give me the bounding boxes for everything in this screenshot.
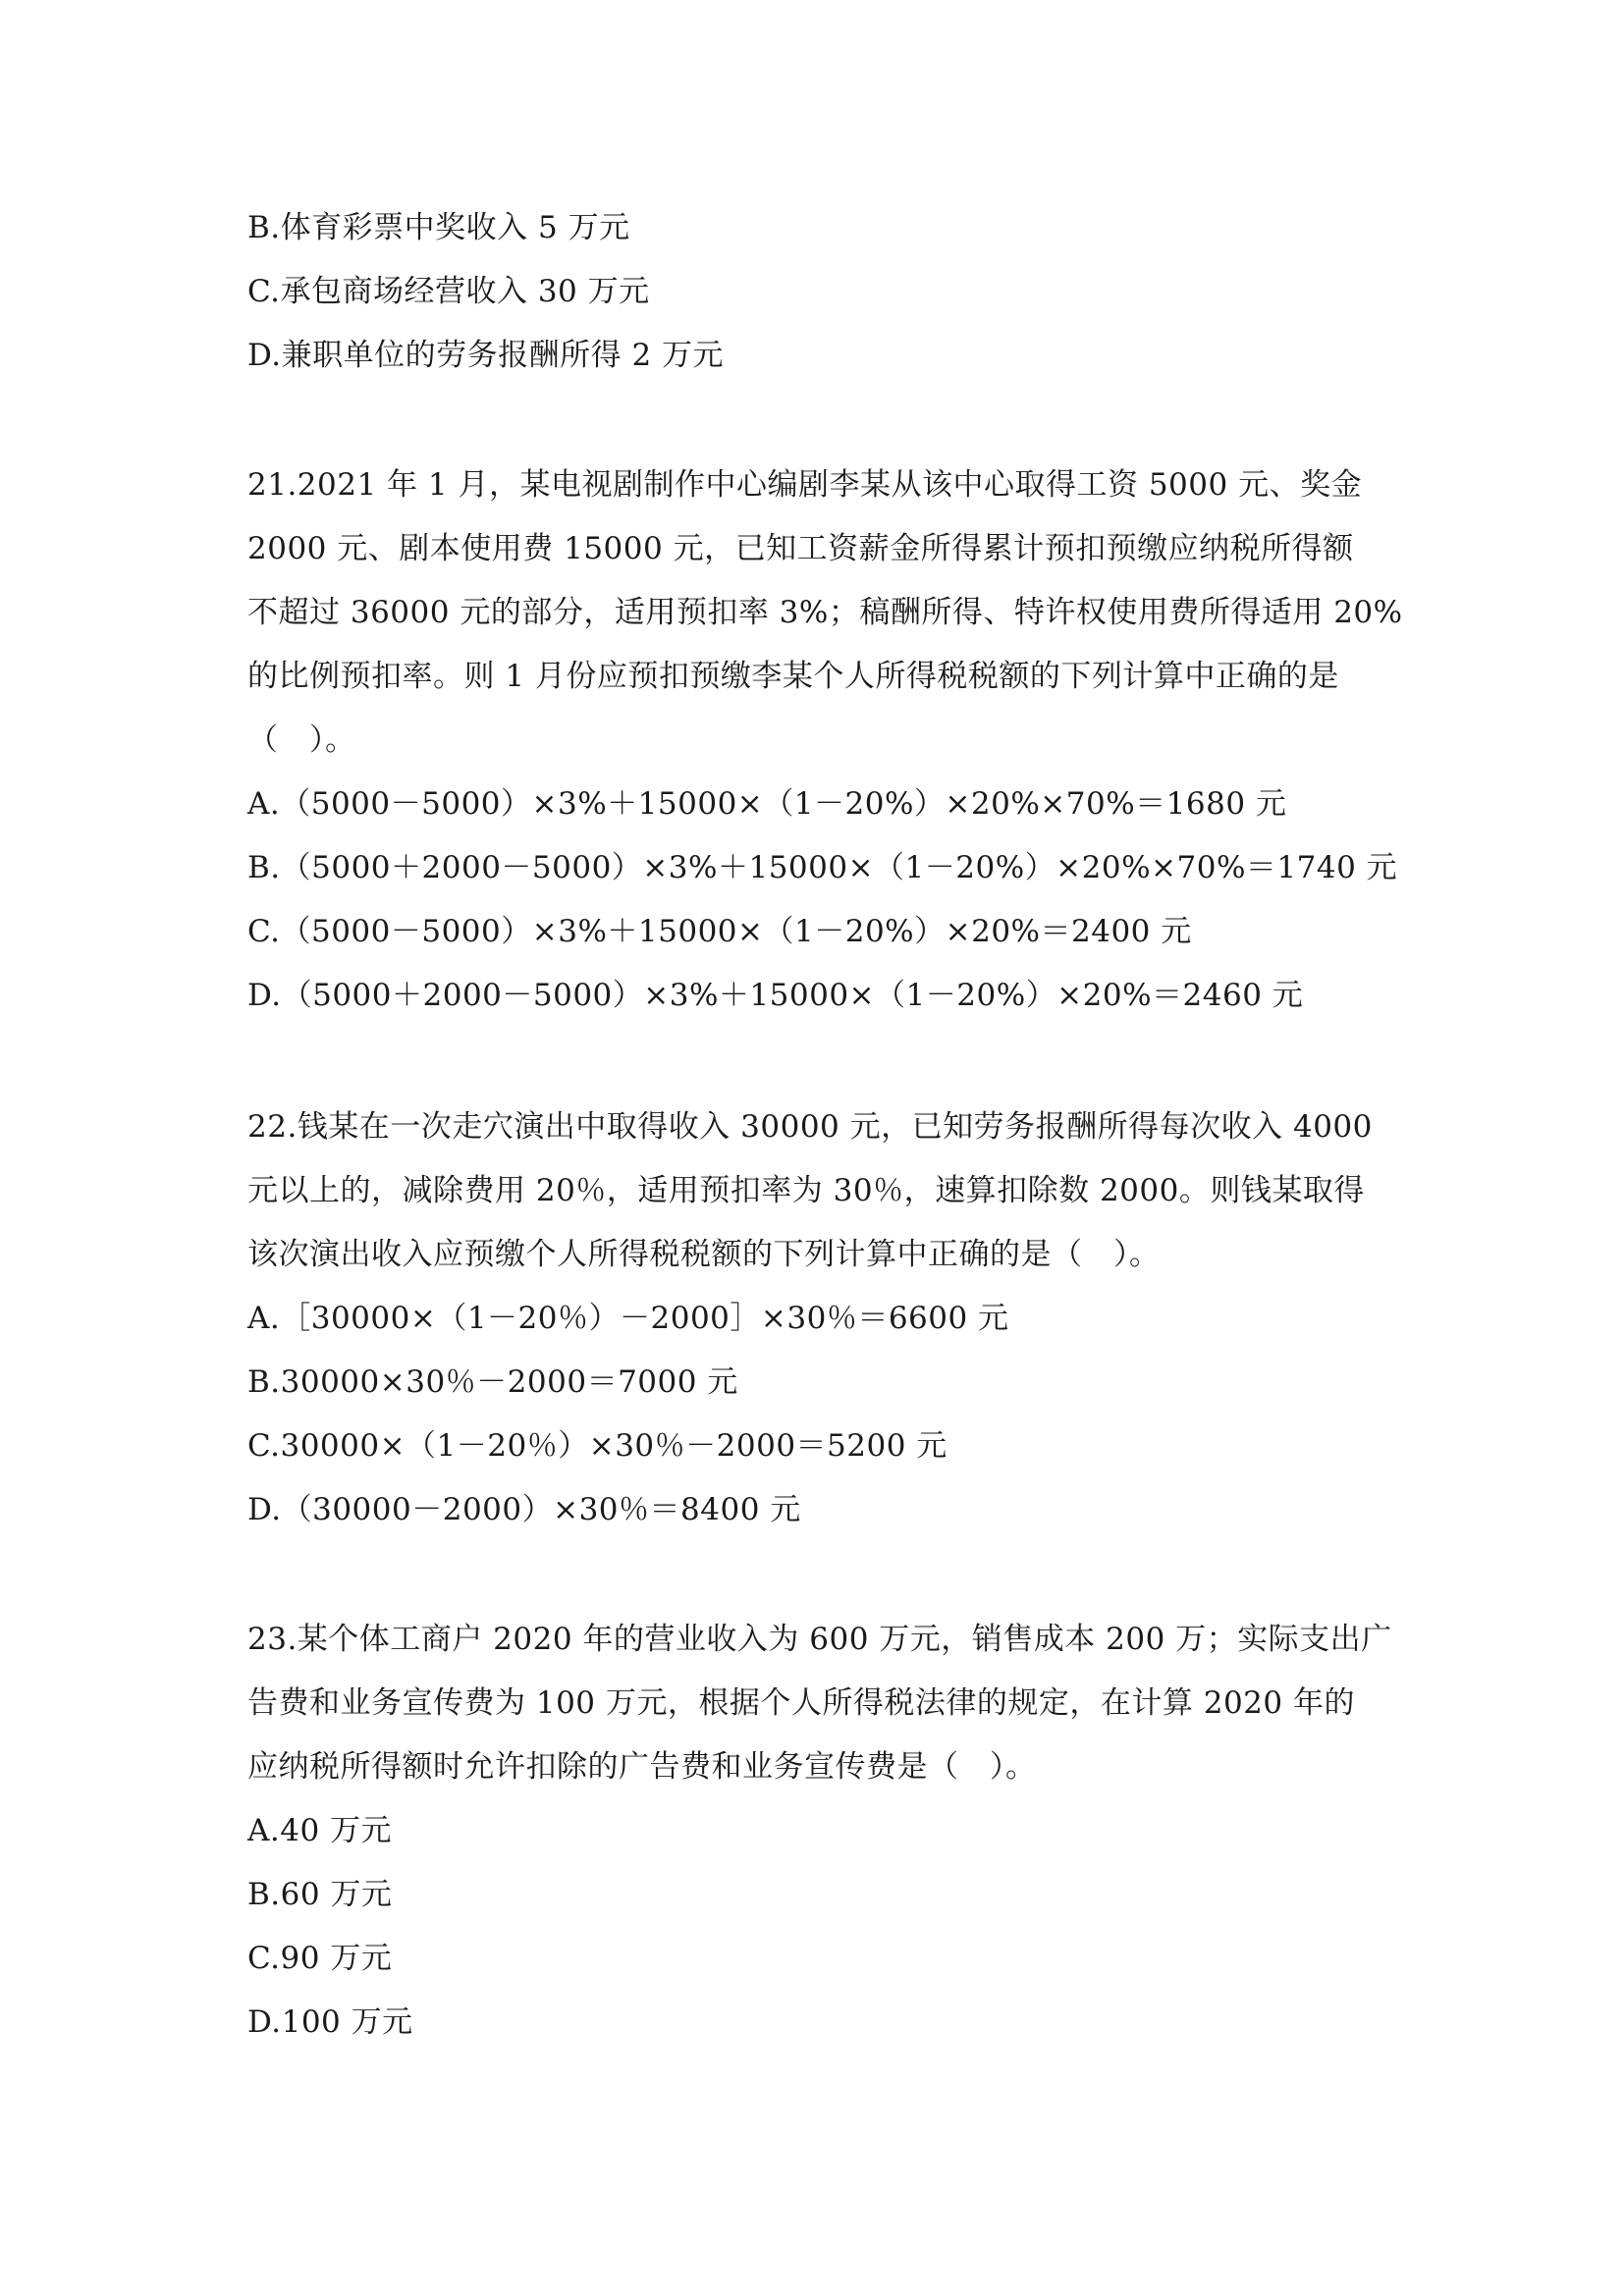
option-a: A.（5000－5000）×3%＋15000×（1－20%）×20%×70%＝1680 元 (247, 786, 1287, 822)
option-b: B.（5000＋2000－5000）×3%＋15000×（1－20%）×20%×70%＝1740 元 (247, 850, 1398, 885)
question-23 (247, 1608, 1392, 2055)
question-23-line: 23.某个体工商户 2020 年的营业收入为 600 万元，销售成本 200 万；实际支出广 (247, 1622, 1392, 1657)
option-c: C.承包商场经营收入 30 万元 (247, 274, 650, 309)
question-21-line: 的比例预扣率。则 1 月份应预扣预缴李某个人所得税税额的下列计算中正确的是 (247, 659, 1339, 694)
question-23-line: 告费和业务宣传费为 100 万元，根据个人所得税法律的规定，在计算 2020 年的 (247, 1685, 1355, 1721)
option-b: B.60 万元 (247, 1877, 393, 1912)
option-c: C.（5000－5000）×3%＋15000×（1－20%）×20%＝2400 元 (247, 914, 1192, 949)
question-21 (247, 454, 1403, 1028)
question-21-line: 21.2021 年 1 月，某电视剧制作中心编剧李某从该中心取得工资 5000 元、奖金 (247, 467, 1363, 503)
question-22-line: 元以上的，减除费用 20％，适用预扣率为 30％，速算扣除数 2000。则钱某取得 (247, 1173, 1365, 1208)
option-a: A.［30000×（1－20％）－2000］×30％＝6600 元 (247, 1301, 1009, 1336)
option-d: D.（30000－2000）×30％＝8400 元 (247, 1492, 801, 1527)
option-d: D.（5000＋2000－5000）×3%＋15000×（1－20%）×20%＝2460 元 (247, 978, 1304, 1013)
question-22-line: 22.钱某在一次走穴演出中取得收入 30000 元，已知劳务报酬所得每次收入 4000 (247, 1109, 1373, 1145)
question-23-line: 应纳税所得额时允许扣除的广告费和业务宣传费是（ ）。 (247, 1749, 1037, 1785)
option-d: D.兼职单位的劳务报酬所得 2 万元 (247, 338, 725, 373)
option-b: B.体育彩票中奖收入 5 万元 (247, 210, 630, 245)
question-22-line: 该次演出收入应预缴个人所得税税额的下列计算中正确的是（ ）。 (247, 1237, 1161, 1272)
question-22 (247, 1095, 1386, 1542)
option-d: D.100 万元 (247, 2004, 413, 2040)
option-a: A.40 万元 (247, 1813, 393, 1848)
option-c: C.30000×（1－20％）×30％－2000＝5200 元 (247, 1428, 947, 1464)
question-21-line: （ ）。 (247, 722, 356, 758)
option-b: B.30000×30％－2000＝7000 元 (247, 1364, 738, 1400)
question-21-line: 2000 元、剧本使用费 15000 元，已知工资薪金所得累计预扣预缴应纳税所得额 (247, 531, 1354, 566)
question-21-line: 不超过 36000 元的部分，适用预扣率 3%；稿酬所得、特许权使用费所得适用 20% (247, 595, 1403, 630)
option-c: C.90 万元 (247, 1941, 393, 1976)
prev-question-options (247, 196, 1386, 388)
